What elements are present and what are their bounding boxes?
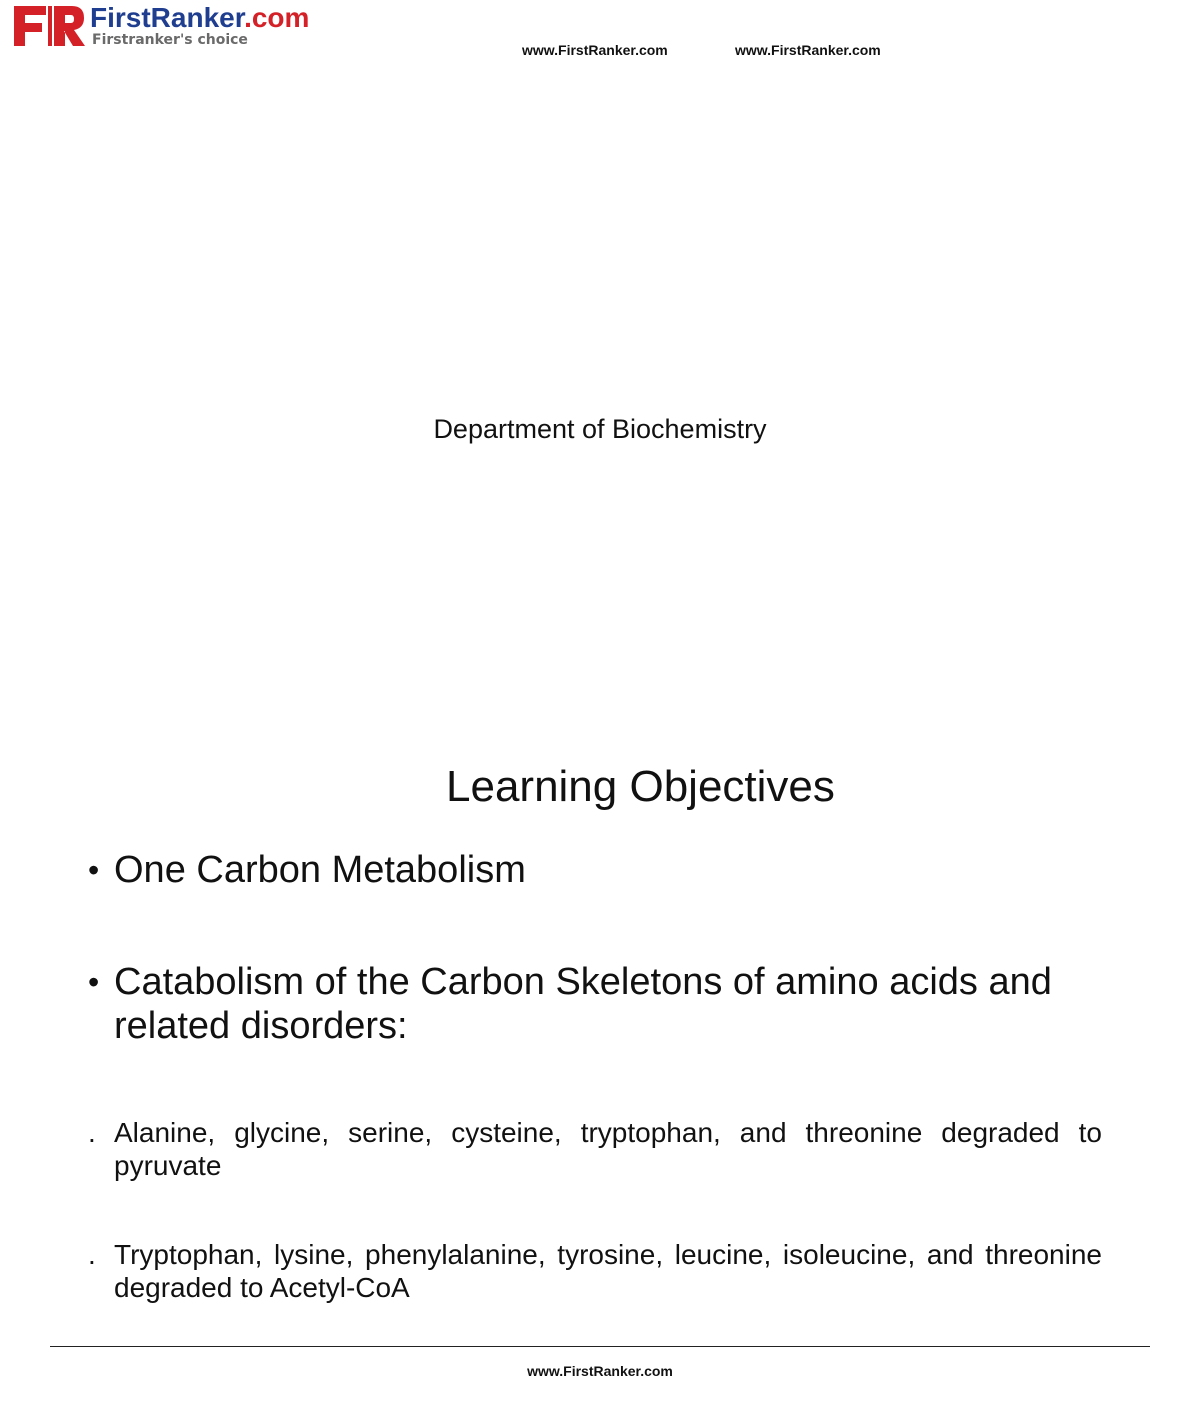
bullet-dot: • — [88, 964, 100, 1000]
logo-brand-text — [90, 2, 309, 34]
bullet-item — [88, 960, 1112, 1048]
sub-item-marker: . — [88, 1117, 96, 1148]
header-link-2[interactable]: www.FirstRanker.com — [735, 42, 881, 58]
firstranker-logo[interactable] — [12, 2, 322, 50]
logo-brand-main: FirstRanker — [90, 2, 245, 33]
bullet-item — [88, 848, 1112, 892]
sub-list-item — [88, 1116, 1102, 1182]
bullet-dot: • — [88, 852, 100, 888]
sub-item-text: Tryptophan, lysine, phenylalanine, tyrosine, leucine, isoleucine, and threonine degraded to Acetyl-CoA — [114, 1239, 1102, 1303]
sub-list-item — [88, 1238, 1102, 1304]
bullet-text: Catabolism of the Carbon Skeletons of amino acids and related disorders: — [114, 961, 1052, 1047]
slide-title: Learning Objectives — [446, 762, 835, 811]
footer-link[interactable]: www.FirstRanker.com — [527, 1363, 673, 1379]
footer-divider — [50, 1346, 1150, 1347]
logo-tagline: Firstranker's choice — [92, 32, 248, 48]
header-link-1[interactable]: www.FirstRanker.com — [522, 42, 668, 58]
sub-item-marker: . — [88, 1239, 96, 1270]
department-title: Department of Biochemistry — [433, 414, 767, 444]
bullet-text: One Carbon Metabolism — [114, 849, 526, 891]
sub-item-text: Alanine, glycine, serine, cysteine, tryptophan, and threonine degraded to pyruvate — [114, 1117, 1102, 1181]
fr-logo-mark-icon — [12, 4, 86, 48]
logo-brand-suffix: .com — [244, 2, 310, 33]
